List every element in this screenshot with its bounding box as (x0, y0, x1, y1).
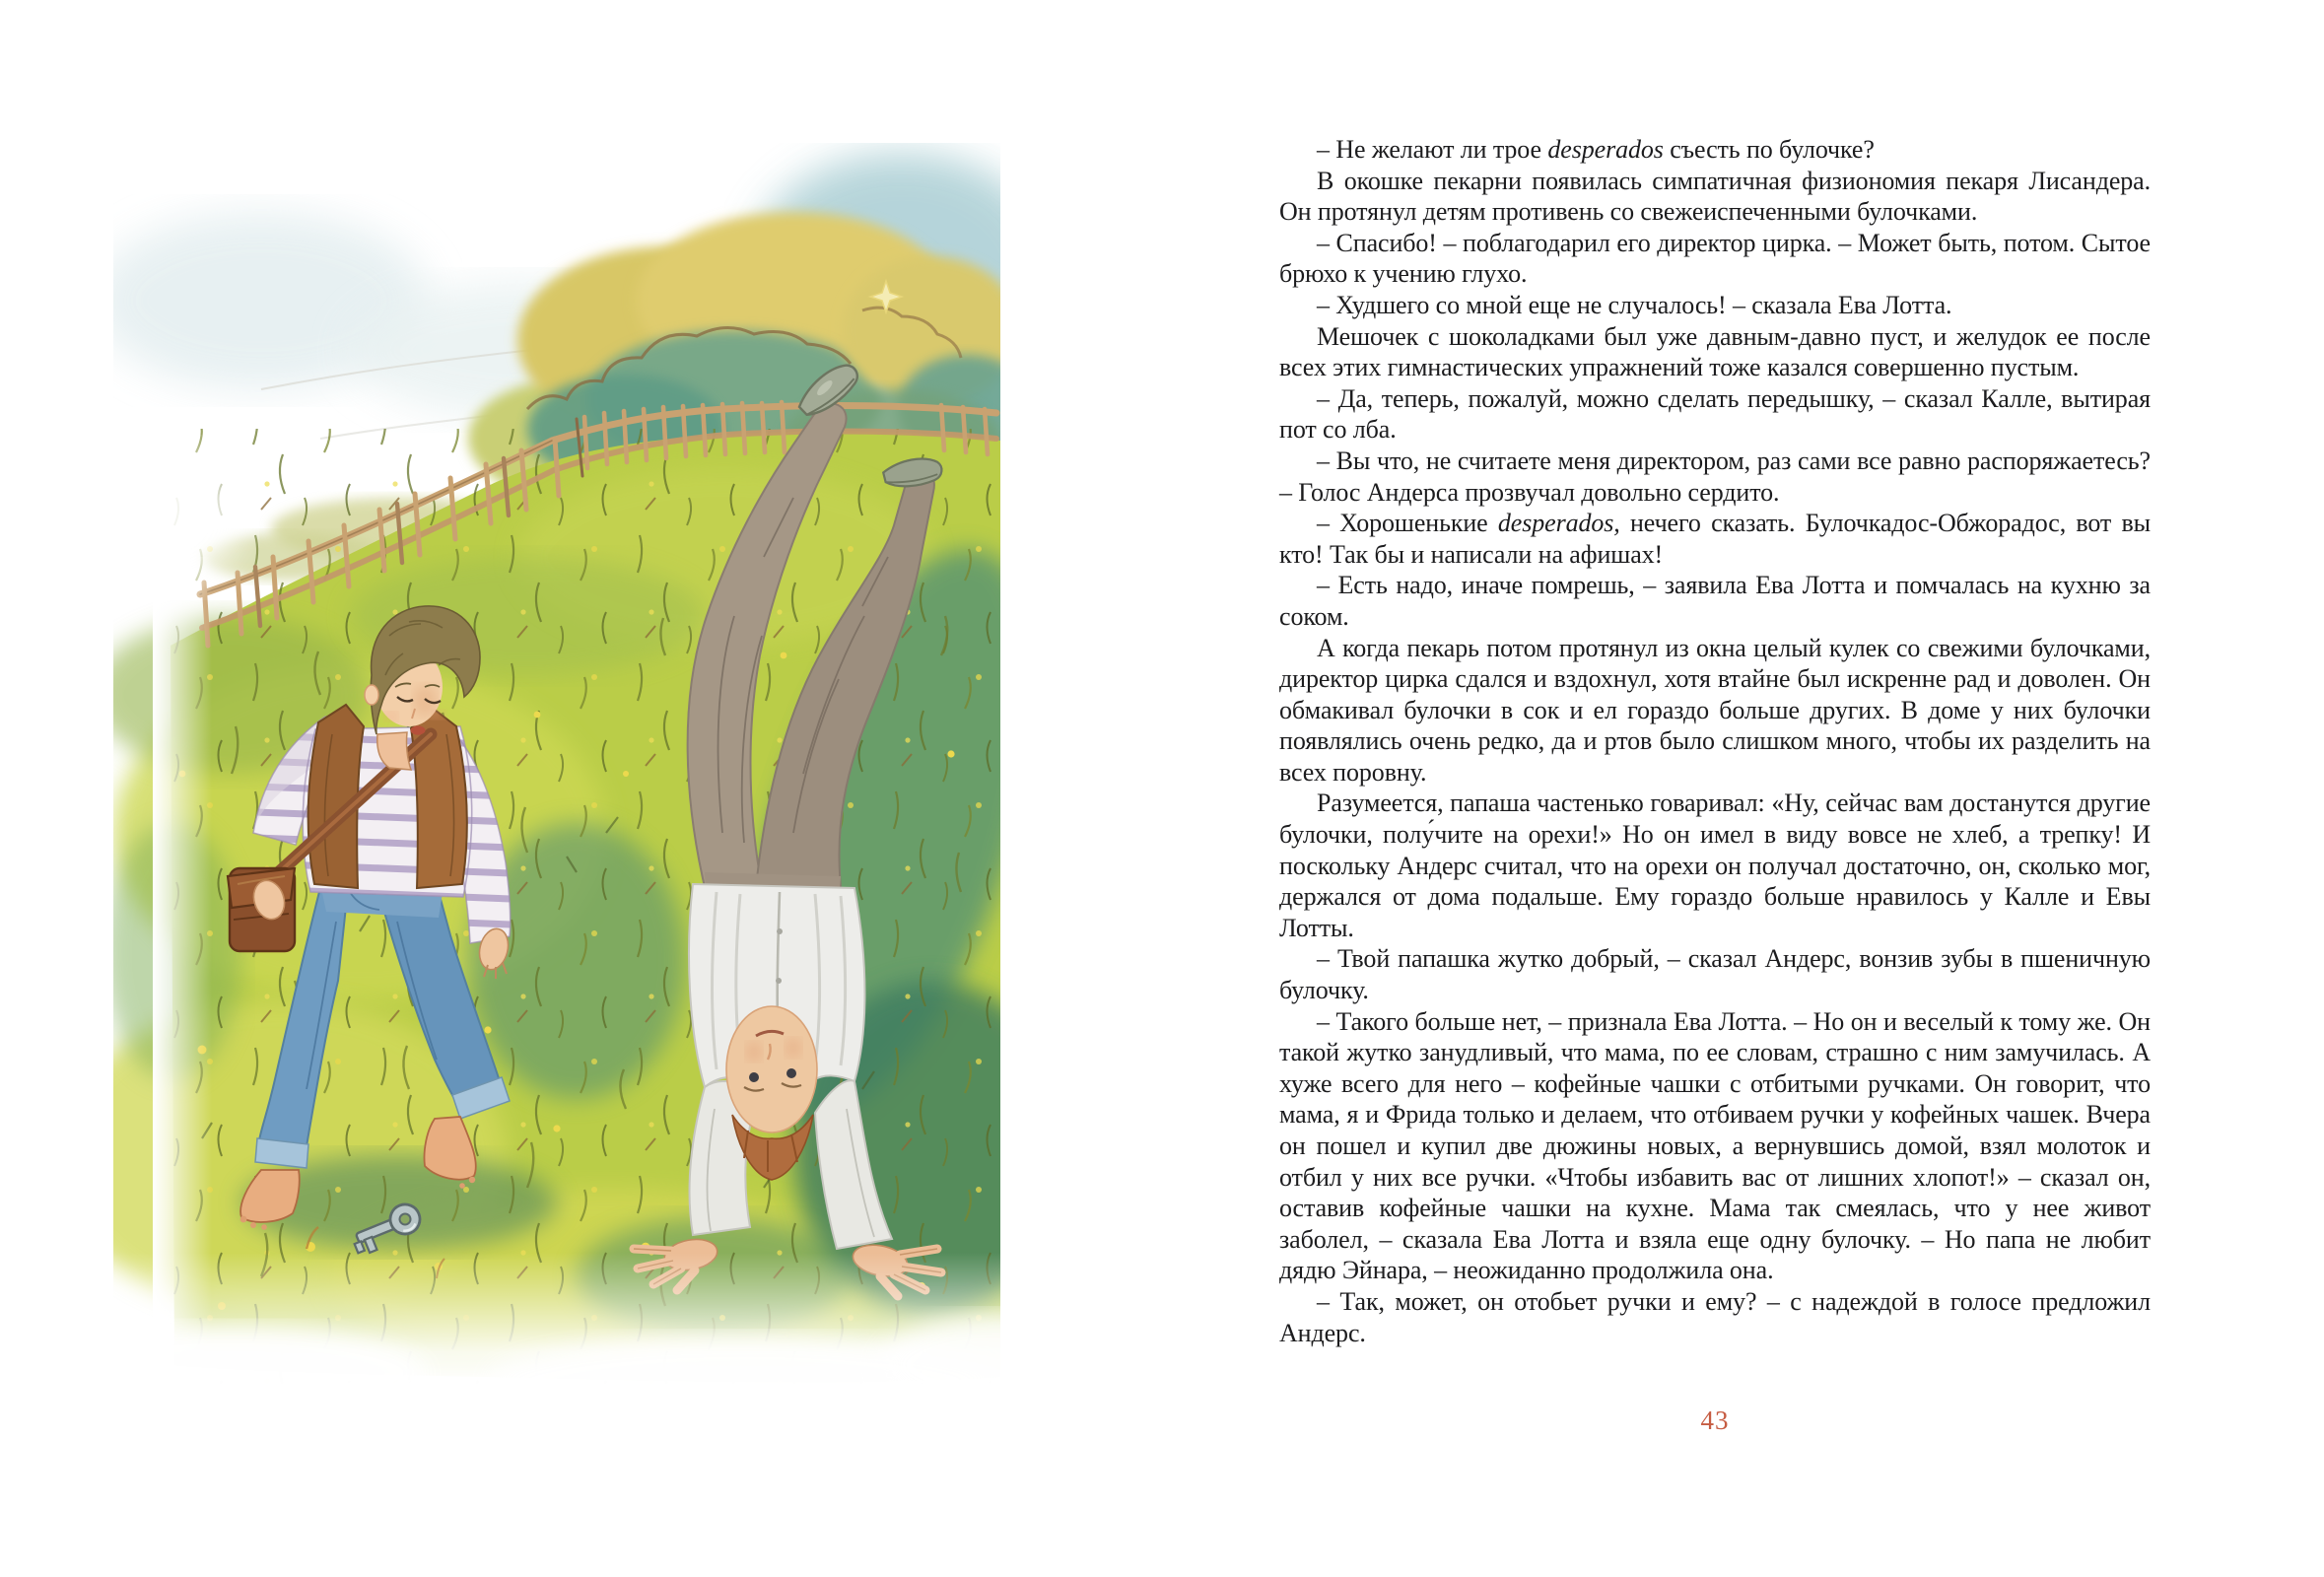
page-number: 43 (1700, 1406, 1730, 1435)
paragraph: Разумеется, папаша частенько говаривал: «Ну, сейчас вам достанутся другие булочки, полу́чите на орехи!» Но он имел в виду вовсе не хлеб, а трепку! И поскольку Андерс считал, что на орехи он получал достаточно, он, сколько мог, держался от дома подальше. Ему гораздо больше нравилось у Калле и Евы Лотты. (1279, 788, 2151, 942)
paragraph: – Твой папашка жутко добрый, – сказал Андерс, вонзив зубы в пшеничную булочку. (1279, 944, 2151, 1005)
paragraph: – Вы что, не считаете меня директором, раз сами все равно распоряжаетесь? – Голос Андерса прозвучал довольно сердито. (1279, 446, 2151, 507)
paragraph: – Такого больше нет, – признала Ева Лотта. – Но он и веселый к тому же. Он такой жутко занудливый, что мама, по ее словам, страшно с ним замучилась. А хуже всего для него – кофейные чашки с отбитыми ручками. Он говорит, что мама, я и Фрида только и делаем, что отбиваем ручки у кофейных чашек. Вчера он пошел и купил две дюжины новых, а вернувшись домой, взял молоток и отбил у них все ручки. «Чтобы избавить вас от лишних хлопот!» – сказал он, оставив кофейные чашки на кухне. Мама так смеялась, что у нее живот заболел, – сказала Ева Лотта и взяла еще одну булочку. – Но папа не любит дядю Эйнара, – неожиданно продолжила она. (1279, 1006, 2151, 1285)
paragraph: Мешочек с шоколадками был уже давным-давно пуст, и желудок ее после всех этих гимнастических упражнений тоже казался совершенно пустым. (1279, 321, 2151, 382)
paragraph: В окошке пекарни появилась симпатичная физиономия пекаря Лисандера. Он протянул детям противень со свежеиспеченными булочками. (1279, 166, 2151, 227)
meadow-illustration (113, 143, 1000, 1385)
paragraph: – Спасибо! – поблагодарил его директор цирка. – Может быть, потом. Сытое брюхо к учению глухо. (1279, 228, 2151, 289)
paragraph: – Хорошенькие desperados, нечего сказать. Булочкадос-Обжорадос, вот вы кто! Так бы и написали на афишах! (1279, 509, 2151, 569)
paragraph: – Да, теперь, пожалуй, можно сделать передышку, – сказал Калле, вытирая пот со лба. (1279, 383, 2151, 445)
paragraph: – Есть надо, иначе помрешь, – заявила Ева Лотта и помчалась на кухню за соком. (1279, 571, 2151, 631)
paragraph: – Худшего со мной еще не случалось! – сказала Ева Лотта. (1317, 290, 1952, 319)
paragraph: А когда пекарь потом протянул из окна целый кулек со свежими булочками, директор цирка сдался и вздохнул, хотя втайне был искренне рад и доволен. Он обмакивал булочки в сок и ел гораздо больше других. В доме у них булочки появлялись очень редко, да и ртов было слишком много, чтобы их разделить на всех поровну. (1279, 633, 2151, 787)
paragraph: – Не желают ли трое desperados съесть по булочке? (1317, 135, 1875, 164)
text-column (1279, 134, 2151, 1348)
paragraph: – Так, может, он отобьет ручки и ему? – с надеждой в голосе предложил Андерс. (1279, 1286, 2151, 1347)
